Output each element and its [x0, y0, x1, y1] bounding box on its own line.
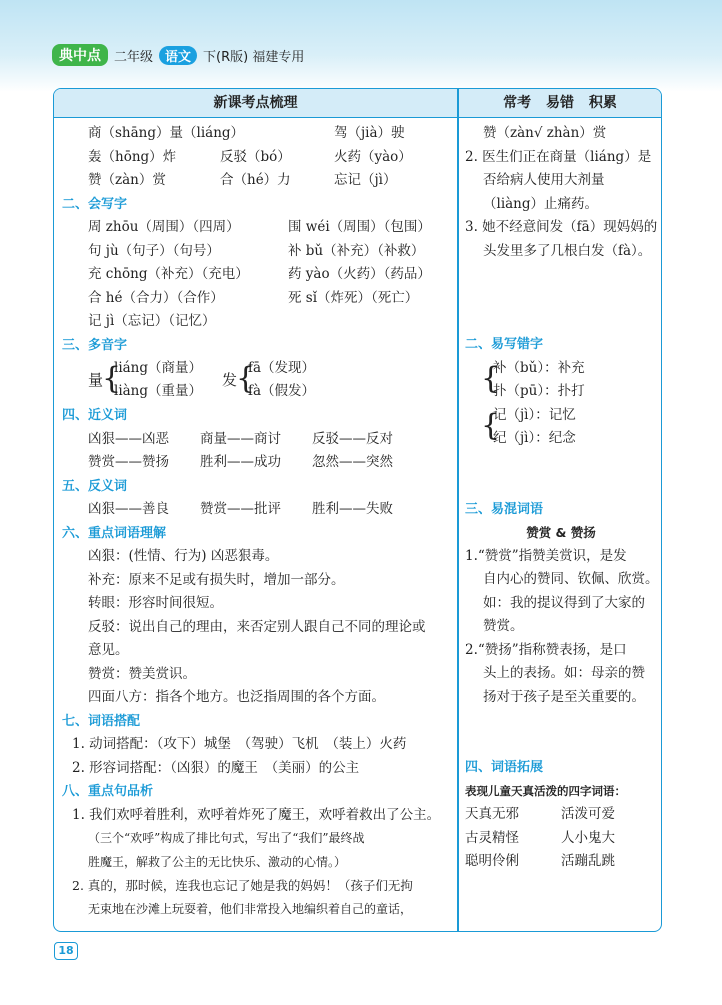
section-title: 三、易混词语: [465, 501, 544, 517]
brace: {: [481, 360, 501, 396]
page-header: [0, 0, 722, 92]
write-row: 句 jù（句子）（句号） 补 bǔ（补充）（补救）: [88, 242, 425, 259]
left-column-title: 新课考点梳理: [213, 95, 298, 111]
write-row: 周 zhōu（周围）（四周） 围 wéi（周围）（包围）: [88, 219, 431, 235]
error-line: 3. 她不经意间发（fā）现妈妈的: [465, 219, 658, 235]
edition-label: 下(R版) 福建专用: [203, 49, 305, 65]
error-line: 头发里多了几根白发（fà）。: [483, 242, 652, 259]
synonym-row: 凶狠——凶恶 商量——商讨 反驳——反对: [88, 430, 393, 447]
sentence-line: 1. 我们欢呼着胜利，欢呼着炸死了魔王，欢呼着救出了公主。: [72, 806, 441, 823]
mix-line: 2.“赞扬”指称赞表扬，是口: [465, 641, 627, 658]
mix-line: 自内心的赞同、钦佩、欣赏。: [483, 571, 659, 587]
left-column: [62, 122, 452, 921]
page-number: 18: [54, 942, 78, 960]
mix-line: 扬对于孩子是至关重要的。: [483, 688, 645, 705]
meaning-line: 补充：原来不足或有损失时，增加一部分。: [88, 571, 345, 588]
meaning-line: 转眼：形容时间很短。: [88, 595, 223, 611]
expand-title: 表现儿童天真活泼的四字词语：: [465, 783, 626, 798]
write-row: 充 chōng（补充）（充电） 药 yào（火药）（药品）: [88, 266, 431, 282]
mix-title: 赞赏 & 赞扬: [526, 525, 596, 540]
synonym-row: 赞赏——赞扬 胜利——成功 忽然——突然: [88, 454, 393, 470]
section-title: 七、词语搭配: [62, 713, 141, 729]
meaning-line: 赞赏：赞美赏识。: [88, 665, 196, 682]
mix-line: 头上的表扬。如：母亲的赞: [483, 665, 645, 681]
table-header: [54, 89, 661, 118]
right-column: [465, 122, 657, 874]
sentence-note: 无束地在沙滩上玩耍着，他们非常投入地编织着自己的童话，: [88, 901, 413, 916]
meaning-line: 意见。: [88, 642, 129, 658]
meaning-line: 反驳：说出自己的理由，来否定别人跟自己不同的理论或: [88, 618, 426, 635]
section-title: 二、会写字: [62, 196, 128, 212]
brace: {: [102, 361, 122, 396]
confusable-group: { 记（jì）：记忆 纪（jì）：纪念: [481, 406, 576, 446]
column-divider: [457, 89, 459, 931]
subject-badge: 语文: [159, 46, 197, 65]
confusable-group: { 补（bǔ）：补充 扑（pū）：扑打: [481, 359, 585, 399]
sentence-note: （三个“欢呼”构成了排比句式，写出了“我们”最终战: [88, 831, 365, 845]
collocation-line: 1. 动词搭配：（攻下）城堡 （驾驶）飞机 （装上）火药: [72, 736, 407, 752]
brace: {: [481, 407, 501, 443]
expand-row: 天真无邪 活泼可爱: [465, 806, 615, 822]
meaning-line: 凶狠：(性情、行为) 凶恶狠毒。: [88, 548, 279, 564]
error-line: 否给病人使用大剂量: [483, 172, 605, 188]
right-column-title: 常考 易错 积累: [503, 95, 617, 111]
expand-row: 聪明伶俐 活蹦乱跳: [465, 853, 615, 869]
content-table: [53, 88, 662, 932]
brace: {: [236, 361, 256, 396]
section-title: 四、近义词: [62, 408, 128, 423]
sentence-line: 2. 真的，那时候，连我也忘记了她是我的妈妈！（孩子们无拘: [72, 878, 413, 893]
pinyin-row: 商（shāng）量（liáng） 驾（jià）驶: [88, 125, 405, 141]
write-row: 记 jì（忘记）（记忆）: [88, 313, 216, 329]
pinyin-row: 赞（zàn）赏 合（hé）力 忘记（jì）: [88, 172, 397, 188]
grade-label: 二年级: [114, 49, 154, 65]
section-title: 六、重点词语理解: [62, 525, 167, 541]
pinyin-row: 轰（hōng）炸 反驳（bó） 火药（yào）: [88, 148, 412, 165]
error-line: （liàng）止痛药。: [483, 195, 599, 212]
meaning-line: 四面八方：指各个地方。也泛指周围的各个方面。: [88, 689, 385, 705]
section-title: 二、易写错字: [465, 337, 544, 352]
error-line: 2. 医生们正在商量（liáng）是: [465, 148, 652, 165]
section-title: 五、反义词: [62, 478, 128, 494]
collocation-line: 2. 形容词搭配：（凶狠）的魔王 （美丽）的公主: [72, 759, 360, 776]
antonym-row: 凶狠——善良 赞赏——批评 胜利——失败: [88, 501, 393, 517]
write-row: 合 hé（合力）（合作） 死 sǐ（炸死）（死亡）: [88, 289, 419, 306]
mix-line: 如：我的提议得到了大家的: [483, 594, 645, 611]
brand-logo: 典中点: [52, 44, 108, 66]
section-title: 四、词语拓展: [465, 760, 544, 775]
expand-row: 古灵精怪 人小鬼大: [465, 829, 615, 846]
brand-bar: [52, 44, 304, 66]
section-title: 八、重点句品析: [62, 784, 154, 799]
error-line: 赞（zàn√ zhàn）赏: [483, 125, 607, 141]
sentence-note: 胜魔王，解救了公主的无比快乐、激动的心情。）: [88, 854, 347, 869]
section-title: 三、多音字: [62, 337, 128, 353]
polyphone-block: 量 { liáng（商量） liàng（重量） 发 { fā（发现） fà（假发）: [88, 360, 316, 399]
mix-line: 1.“赞赏”指赞美赏识，是发: [465, 547, 627, 564]
mix-line: 赞赏。: [483, 618, 524, 634]
